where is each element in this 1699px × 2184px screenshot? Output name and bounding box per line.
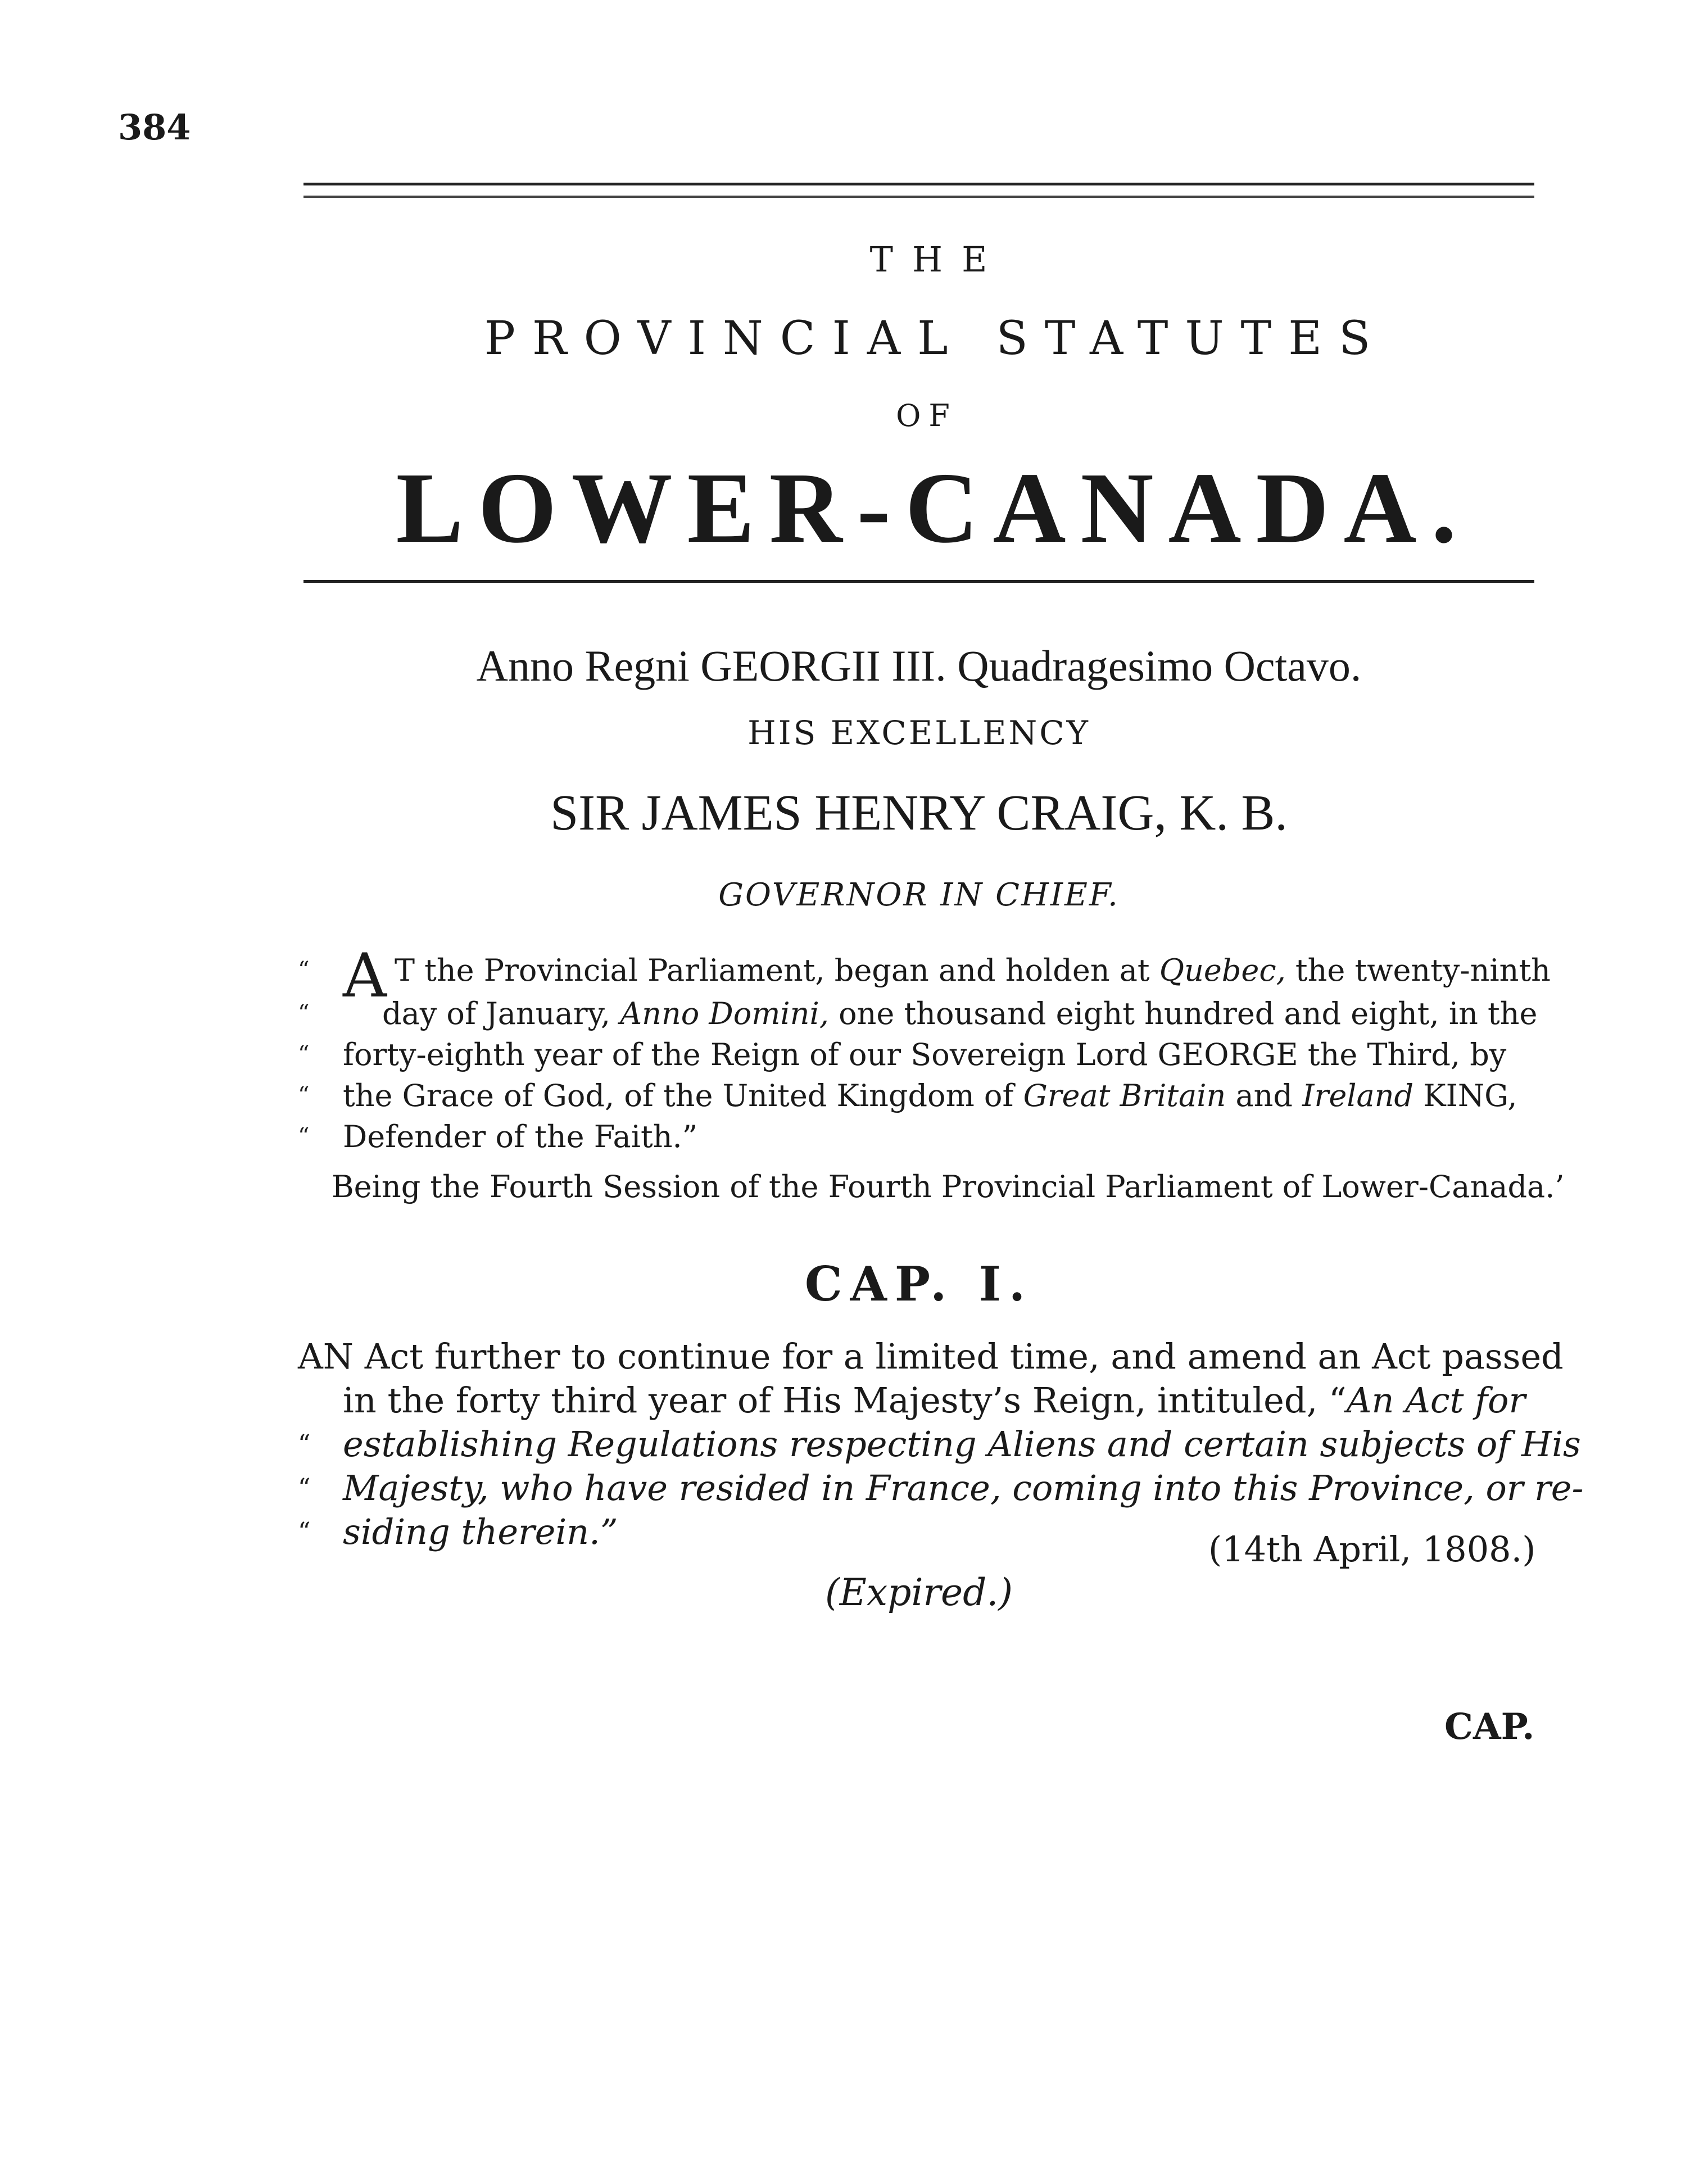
quote-mark: “ — [298, 1430, 311, 1458]
catchword: CAP. — [1444, 1706, 1535, 1748]
single-rule — [303, 580, 1534, 583]
regnal-year: Anno Regni GEORGII III. Quadragesimo Octavo. — [476, 641, 1362, 690]
quote-mark: “ — [298, 957, 310, 983]
act-line-3 — [298, 1422, 1581, 1466]
preamble-text: day of January, — [382, 996, 620, 1031]
act-quoted-title: An Act for — [1346, 1380, 1526, 1421]
act-line-4 — [298, 1466, 1584, 1510]
quote-mark: “ — [298, 1517, 311, 1546]
quote-mark: “ — [298, 1123, 310, 1149]
preamble-line-1 — [298, 941, 1562, 1011]
act-quoted-title: Majesty, who have resided in France, coming into this Province, or re- — [343, 1467, 1584, 1508]
double-rule — [303, 183, 1534, 198]
preamble — [298, 941, 1562, 1157]
preamble-text: and — [1226, 1078, 1303, 1113]
governor-title: GOVERNOR IN CHIEF. — [718, 877, 1120, 913]
quote-mark: “ — [298, 1082, 310, 1108]
chapter-heading: CAP. I. — [804, 1256, 1034, 1312]
anno-domini: Anno Domini, — [620, 996, 829, 1031]
dropcap: A — [343, 941, 387, 1011]
preamble-line-3 — [298, 1034, 1562, 1075]
act-text: in the forty third year of His Majesty’s Reign, intituled, “ — [343, 1380, 1347, 1421]
title-provincial-statutes: PROVINCIAL STATUTES — [484, 312, 1388, 365]
preamble-text: forty-eighth year of the Reign of our Sovereign Lord GEORGE the Third, by — [343, 1037, 1507, 1072]
great-britain: Great Britain — [1023, 1078, 1226, 1113]
quote-mark: “ — [298, 1474, 311, 1502]
quote-mark: “ — [298, 1041, 310, 1067]
preamble-line-5 — [298, 1116, 1562, 1157]
act-quoted-title: establishing Regulations respecting Aliens and certain subjects of His — [343, 1424, 1581, 1465]
preamble-text: Defender of the Faith.” — [343, 1119, 698, 1154]
page-number: 384 — [118, 107, 191, 148]
quote-mark: “ — [298, 1000, 310, 1026]
place-name: Quebec, — [1159, 953, 1286, 988]
preamble-text: the Grace of God, of the United Kingdom of — [343, 1078, 1023, 1113]
governor-prefix: HIS EXCELLENCY — [747, 714, 1090, 752]
act-line-2 — [298, 1379, 1562, 1422]
act-title — [298, 1335, 1584, 1554]
title-lower-canada: LOWER-CANADA. — [396, 452, 1471, 564]
preamble-line-4 — [298, 1075, 1562, 1116]
ireland: Ireland — [1302, 1078, 1414, 1113]
title-the: THE — [869, 239, 1007, 280]
preamble-text: the twenty-ninth — [1285, 953, 1551, 988]
governor-name: SIR JAMES HENRY CRAIG, K. B. — [550, 785, 1288, 841]
preamble-text: one thousand eight hundred and eight, in the — [828, 996, 1538, 1031]
title-of: OF — [896, 398, 958, 433]
act-status: (Expired.) — [824, 1571, 1013, 1614]
preamble-text: KING, — [1413, 1078, 1517, 1113]
preamble-line-2 — [298, 993, 1562, 1034]
act-quoted-title: siding therein.” — [343, 1511, 618, 1552]
act-line-1: AN Act further to continue for a limited time, and amend an Act passed — [298, 1336, 1564, 1377]
session-statement: Being the Fourth Session of the Fourth Provincial Parliament of Lower-Canada.’ — [332, 1169, 1565, 1204]
preamble-text: T the Provincial Parliament, began and holden at — [395, 953, 1159, 988]
act-date: (14th April, 1808.) — [1208, 1529, 1536, 1570]
